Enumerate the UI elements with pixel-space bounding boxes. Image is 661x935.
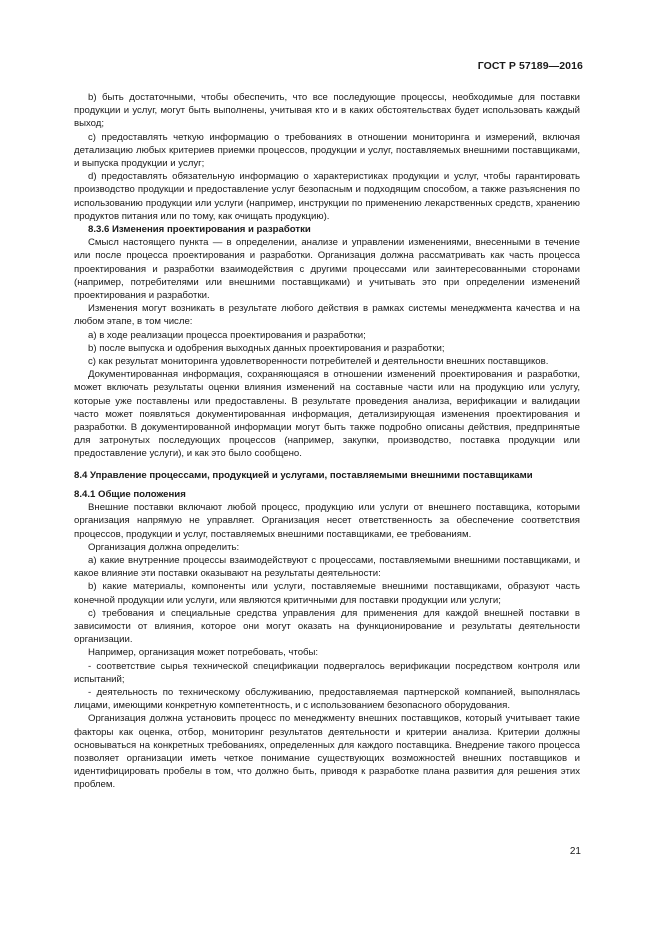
list-item-a-design-process: a) в ходе реализации процесса проектирования и разработки; <box>88 329 366 341</box>
list-item-c-monitoring: c) предоставлять четкую информацию о требованиях в отношении мониторинга и измерений, включая детализацию любых критериев приемки процессов, продукции и услуг, поставляемых внешними поставщиками, и выпуска продукции и услуг; <box>74 131 580 170</box>
section-heading-8-4: 8.4 Управление процессами, продукцией и услугами, поставляемыми внешними поставщиками <box>74 469 533 481</box>
document-body <box>74 91 580 792</box>
list-item-b-release: b) после выпуска и одобрения выходных данных проектирования и разработки; <box>88 342 445 354</box>
paragraph-documented-information: Документированная информация, сохраняющаяся в отношении изменений проектирования и разработки, может включать результаты оценки влияния изменений на составные части или на продукцию или услугу, которые уже поставлены или предоставлены. В результате проведения анализа, верификации и валидации часто может появляться документированная информация, детализирующая изменения проектирования и разработки. В документированной информации могут быть также подробно описаны действия, предпринятые для затронутых последующих процессов (например, закупки, производство, поставка продукции или предоставление услуги), и как это было сообщено. <box>74 369 580 460</box>
list-item-b-outputs: b) быть достаточными, чтобы обеспечить, что все последующие процессы, необходимые для поставки продукции и услуг, могут быть выполнены, учитывая кто и в каких обстоятельствах будет использовать каждый выход; <box>74 92 580 130</box>
list-item-d-characteristics: d) предоставлять обязательную информацию о характеристиках продукции и услуг, чтобы гарантировать производство продукции и предоставление услуг безопасным и подходящим способом, а также разъяснения по использованию продукции или услуги (например, инструкции по применению лекарственных средств, хранению продуктов питания или по тому, как очищать продукцию). <box>74 171 580 222</box>
paragraph-supplier-management: Организация должна установить процесс по менеджменту внешних поставщиков, который учитывает такие факторы как оценка, отбор, мониторинг результатов деятельности и критерии анализа. Критерии должны основываться на конкретных требованиях, определенных для каждого поставщика. Внедрение такого процесса позволяет организации иметь четкое понимание существующих возможностей внешних поставщиков и идентифицировать пробелы в том, что должно быть, приводя к разработке плана развития для решения этих проблем. <box>74 713 580 791</box>
paragraph-external-supplies: Внешние поставки включают любой процесс, продукцию или услуги от внешнего поставщика, которыми организация напрямую не управляет. Организация несет ответственность за обеспечение соответствия процессов, продукции и услуг, поставляемых внешними поставщиками, ее требованиям. <box>74 502 580 540</box>
paragraph-example-intro: Например, организация может потребовать, чтобы: <box>88 647 319 659</box>
paragraph-organization-determine: Организация должна определить: <box>88 541 240 553</box>
list-item-a-internal-processes: a) какие внутренние процессы взаимодействуют с процессами, поставляемыми внешними поставщиками, и какое влияние эти поставки оказывают на результаты деятельности: <box>74 554 580 580</box>
page-number: 21 <box>569 846 581 857</box>
list-item-b-materials: b) какие материалы, компоненты или услуги, поставляемые внешними поставщиками, образуют часть конечной продукции или услуги, или являются критичными для поставки продукции или услуги; <box>74 581 580 606</box>
document-standard-id: ГОСТ Р 57189—2016 <box>477 60 583 72</box>
list-item-dash-maintenance: - деятельность по техническому обслуживанию, предоставляемая партнерской компанией, выполнялась лицами, имеющими конкретную компетентность, и с использованием безопасного оборудования. <box>74 686 580 712</box>
paragraph-design-changes-intro: Смысл настоящего пункта — в определении, анализе и управлении изменениями, внесенными в течение или после процесса проектирования и разработки. Организация должна рассматривать как часть процесса проектирования и разработки взаимодействия с другими процессами или заинтересованными сторонами (например, потребителями или внешними поставщиками) и учитывать это при определении изменений проектирования и разработки. <box>74 237 580 302</box>
list-item-c-satisfaction: c) как результат мониторинга удовлетворенности потребителей и деятельности внешних поставщиков. <box>88 356 549 368</box>
list-item-c-requirements: c) требования и специальные средства управления для применения для каждой внешней поставки в зависимости от влияния, которое они могут оказать на функционирование и результаты деятельности организации. <box>74 607 580 646</box>
list-item-dash-raw-material: - соответствие сырья технической спецификации подвергалось верификации посредством контроля или испытаний; <box>74 660 580 685</box>
section-heading-8-4-1: 8.4.1 Общие положения <box>74 488 186 500</box>
paragraph-changes-origin: Изменения могут возникать в результате любого действия в рамках системы менеджмента качества и на любом этапе, в том числе: <box>74 303 580 328</box>
section-heading-8-3-6: 8.3.6 Изменения проектирования и разработки <box>88 224 311 236</box>
